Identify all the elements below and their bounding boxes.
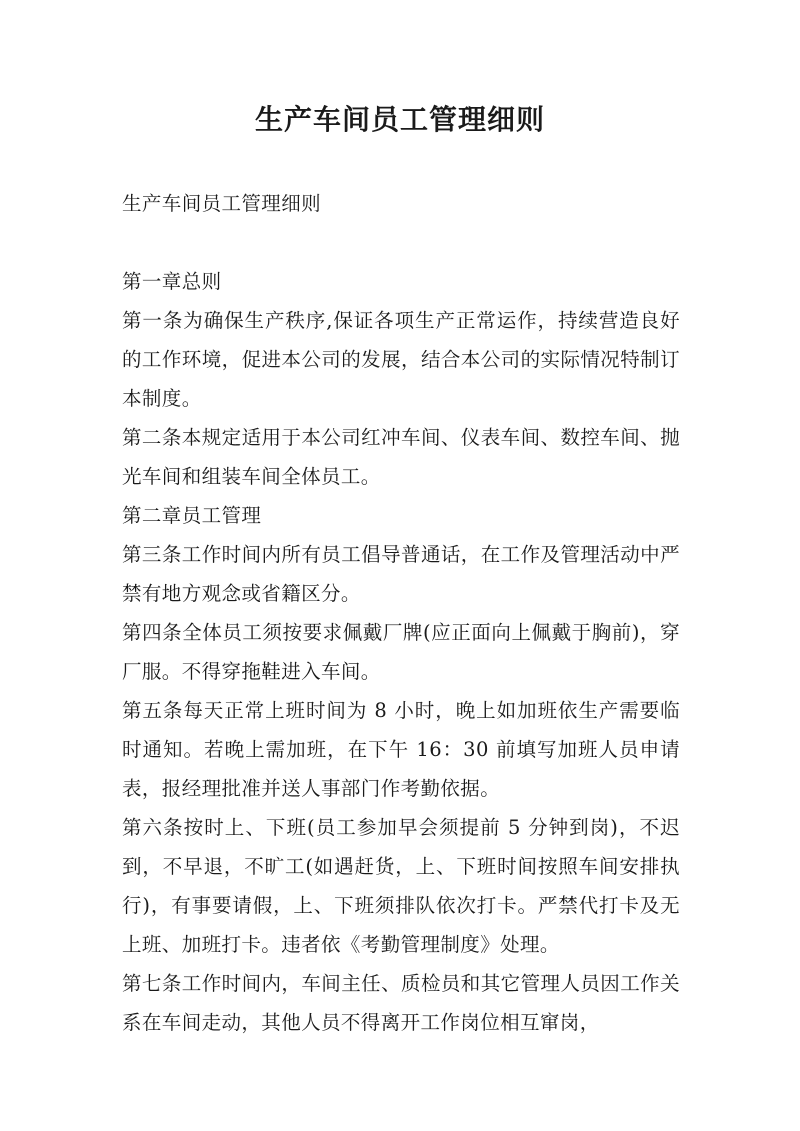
document-body	[122, 184, 680, 1042]
article-paragraph: 第六条按时上、下班(员工参加早会须提前 5 分钟到岗)，不迟到，不早退，不旷工(如遇赶货，上、下班时间按照车间安排执行)，有事要请假，上、下班须排队依次打卡。严禁代打卡及无上班、加班打卡。违者依《考勤管理制度》处理。	[122, 816, 680, 956]
article-paragraph: 第三条工作时间内所有员工倡导普通话，在工作及管理活动中严禁有地方观念或省籍区分。	[122, 543, 680, 605]
article-paragraph: 第一条为确保生产秩序,保证各项生产正常运作，持续营造良好的工作环境，促进本公司的发展，结合本公司的实际情况特制订本制度。	[122, 309, 680, 410]
article-paragraph: 第四条全体员工须按要求佩戴厂牌(应正面向上佩戴于胸前)，穿厂服。不得穿拖鞋进入车间。	[122, 621, 680, 683]
chapter-heading: 第二章员工管理	[122, 504, 262, 527]
article-paragraph: 第七条工作时间内，车间主任、质检员和其它管理人员因工作关系在车间走动，其他人员不得离开工作岗位相互窜岗，	[122, 972, 680, 1034]
document-title: 生产车间员工管理细则	[254, 103, 545, 136]
chapter-heading: 第一章总则	[122, 270, 222, 293]
paragraph-spacer	[122, 223, 680, 262]
article-paragraph: 第五条每天正常上班时间为 8 小时，晚上如加班依生产需要临时通知。若晚上需加班，在下午 16：30 前填写加班人员申请表，报经理批准并送人事部门作考勤依据。	[122, 699, 680, 800]
article-paragraph: 第二条本规定适用于本公司红冲车间、仪表车间、数控车间、抛光车间和组装车间全体员工。	[122, 426, 680, 488]
document-subtitle: 生产车间员工管理细则	[122, 192, 322, 215]
